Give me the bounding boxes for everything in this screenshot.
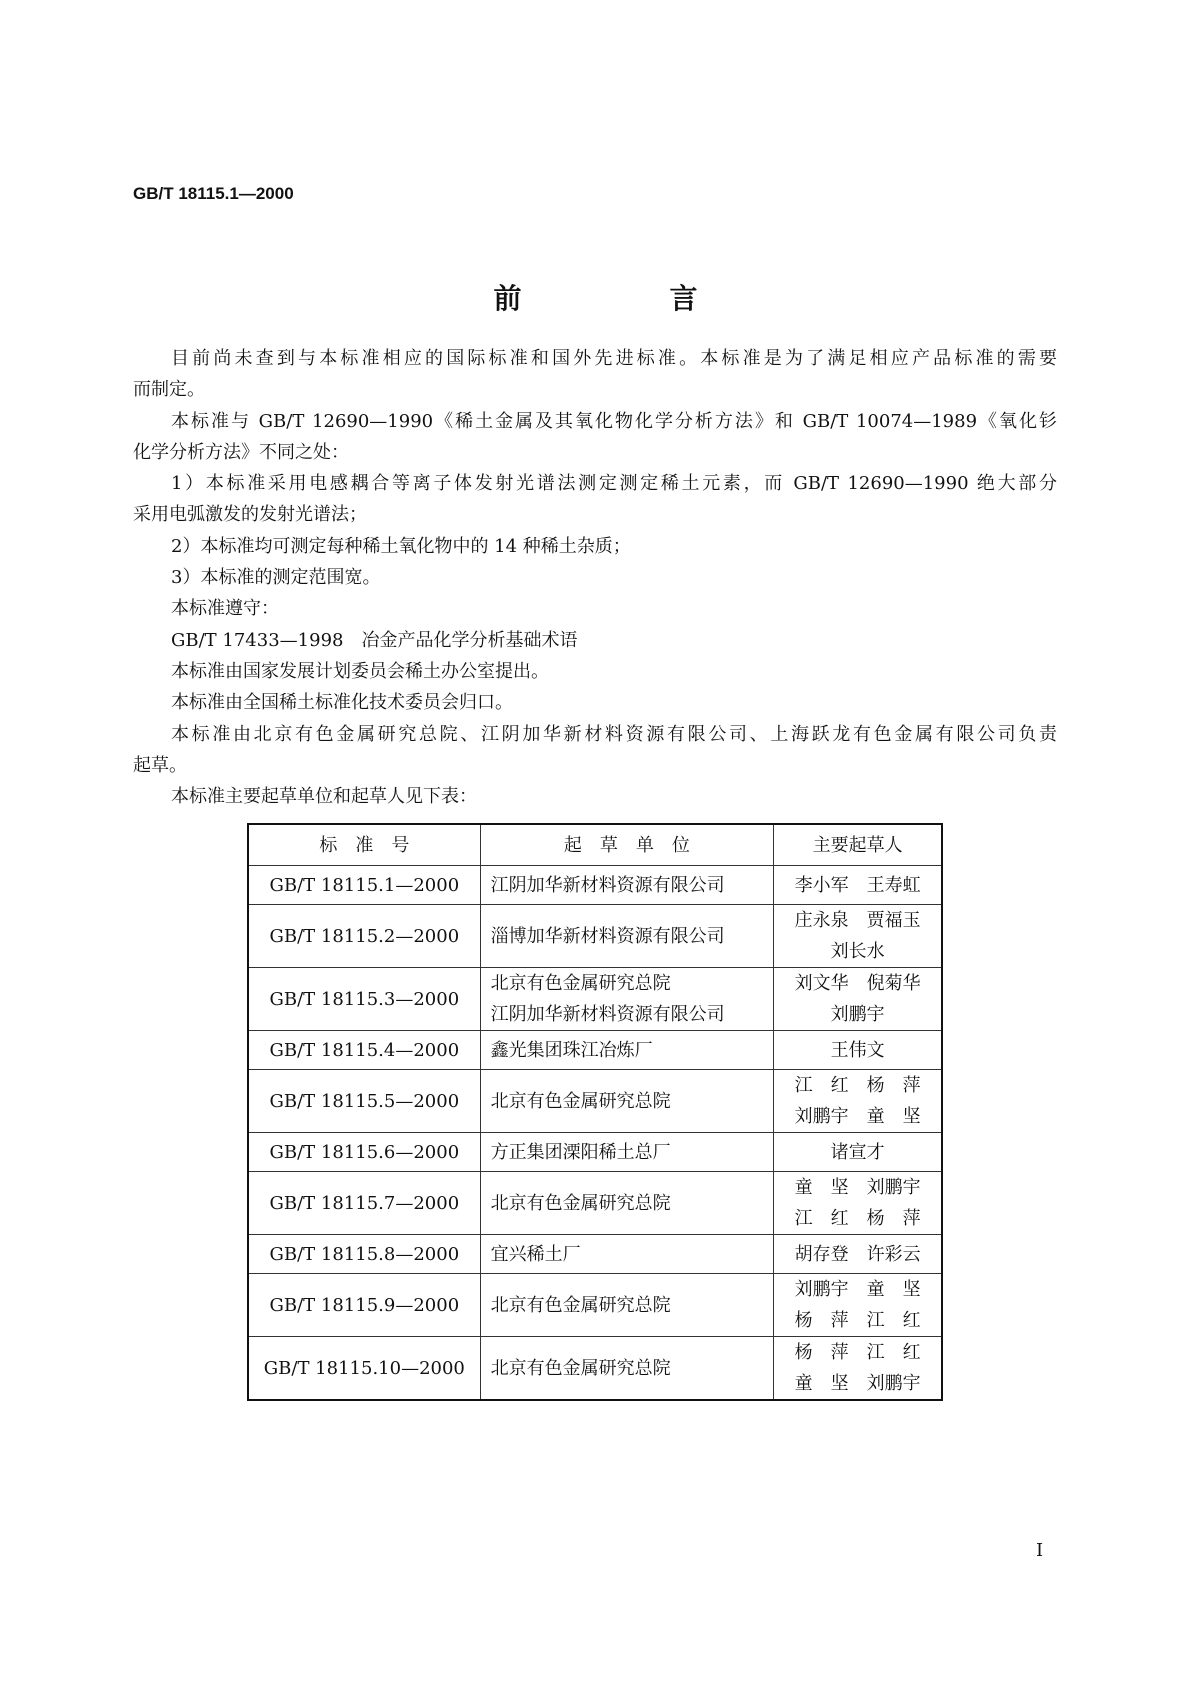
paragraph [133, 406, 1057, 469]
drafter-names-line: 江 红 杨 萍 [794, 1075, 921, 1096]
paragraph-line: 目前尚未查到与本标准相应的国际标准和国外先进标准。本标准是为了满足相应产品标准的需要 [171, 348, 1057, 369]
drafter-names-line: 诸宣才 [830, 1141, 885, 1163]
drafting-unit [480, 1172, 773, 1235]
standard-number: GB/T 18115.7—2000 [248, 1172, 480, 1235]
table-row [248, 1070, 942, 1133]
table-row [248, 1274, 942, 1337]
drafters [774, 1337, 942, 1401]
table-row [248, 866, 942, 905]
standard-number: GB/T 18115.5—2000 [248, 1070, 480, 1133]
drafting-unit [480, 968, 773, 1031]
standard-number: GB/T 18115.9—2000 [248, 1274, 480, 1337]
table-row [248, 1172, 942, 1235]
table-row [248, 1235, 942, 1274]
table-row [248, 1133, 942, 1172]
drafter-names-line: 王伟文 [830, 1039, 885, 1061]
drafters [774, 1031, 942, 1070]
paragraph [133, 656, 1057, 687]
header-drafting-unit: 起 草 单 位 [480, 824, 773, 866]
drafting-unit-line: 江阴加华新材料资源有限公司 [490, 1004, 725, 1025]
foreword-body [133, 343, 1057, 812]
drafters [774, 1133, 942, 1172]
table-row [248, 968, 942, 1031]
paragraph-line: 本标准与 GB/T 12690—1990《稀土金属及其氧化物化学分析方法》和 GB/T 10074—1989《氧化钐 [171, 410, 1057, 432]
drafting-unit-line: 淄博加华新材料资源有限公司 [490, 925, 725, 947]
standard-number: GB/T 18115.3—2000 [248, 968, 480, 1031]
standard-number: GB/T 18115.8—2000 [248, 1235, 480, 1274]
page-number: I [1036, 1540, 1044, 1561]
paragraph-line: 而制定。 [133, 379, 205, 401]
paragraph-line: 3）本标准的测定范围宽。 [171, 567, 381, 589]
standard-number: GB/T 18115.6—2000 [248, 1133, 480, 1172]
paragraph-line: 本标准由国家发展计划委员会稀土办公室提出。 [171, 660, 549, 682]
paragraph [133, 625, 1057, 656]
drafter-names-line: 童 坚 刘鹏宇 [794, 1373, 921, 1394]
paragraph [133, 687, 1057, 718]
drafters [774, 968, 942, 1031]
paragraph [133, 531, 1057, 562]
drafting-unit [480, 1274, 773, 1337]
table-row [248, 905, 942, 968]
drafter-names-line: 刘长水 [830, 941, 885, 962]
drafting-unit-line: 江阴加华新材料资源有限公司 [490, 874, 725, 896]
drafters-table [247, 823, 943, 1401]
paragraph-line: 本标准由北京有色金属研究总院、江阴加华新材料资源有限公司、上海跃龙有色金属有限公司负责 [171, 723, 1057, 745]
drafting-unit-line: 北京有色金属研究总院 [490, 973, 671, 994]
page-title: 前 言 [493, 282, 758, 315]
standard-number: GB/T 18115.10—2000 [248, 1337, 480, 1401]
drafter-names-line: 李小军 王寿虹 [794, 874, 921, 896]
paragraph-line: GB/T 17433—1998 冶金产品化学分析基础术语 [171, 629, 578, 651]
drafter-names-line: 庄永泉 贾福玉 [794, 910, 921, 931]
drafting-unit-line: 方正集团溧阳稀土总厂 [490, 1141, 671, 1163]
paragraph-line: 采用电弧激发的发射光谱法； [133, 504, 367, 526]
drafting-unit-line: 北京有色金属研究总院 [490, 1294, 671, 1316]
table-row [248, 1031, 942, 1070]
drafters [774, 866, 942, 905]
header-drafters: 主要起草人 [774, 824, 942, 866]
drafters [774, 1235, 942, 1274]
header-standard-no: 标 准 号 [248, 824, 480, 866]
drafter-names-line: 杨 萍 江 红 [794, 1310, 921, 1331]
paragraph-line: 1）本标准采用电感耦合等离子体发射光谱法测定测定稀土元素，而 GB/T 12690—1990 绝大部分 [171, 473, 1057, 495]
paragraph-line: 化学分析方法》不同之处： [133, 441, 349, 463]
paragraph [133, 781, 1057, 812]
paragraph-line: 2）本标准均可测定每种稀土氧化物中的 14 种稀土杂质； [171, 535, 631, 557]
document-header-code: GB/T 18115.1—2000 [133, 184, 294, 203]
paragraph-line: 起草。 [133, 754, 187, 776]
drafting-unit [480, 866, 773, 905]
drafter-names-line: 童 坚 刘鹏宇 [794, 1177, 921, 1198]
drafting-unit [480, 1031, 773, 1070]
standard-number: GB/T 18115.2—2000 [248, 905, 480, 968]
drafters [774, 1172, 942, 1235]
standard-number: GB/T 18115.4—2000 [248, 1031, 480, 1070]
drafting-unit-line: 北京有色金属研究总院 [490, 1357, 671, 1379]
drafters [774, 905, 942, 968]
paragraph [133, 593, 1057, 624]
drafter-names-line: 杨 萍 江 红 [794, 1342, 921, 1363]
drafting-unit [480, 1337, 773, 1401]
drafting-unit [480, 905, 773, 968]
drafter-names-line: 刘文华 倪菊华 [794, 973, 921, 994]
drafting-unit-line: 北京有色金属研究总院 [490, 1192, 671, 1214]
drafting-unit [480, 1133, 773, 1172]
paragraph [133, 719, 1057, 782]
drafter-names-line: 刘鹏宇 [830, 1004, 885, 1025]
paragraph-line: 本标准由全国稀土标准化技术委员会归口。 [171, 692, 513, 714]
drafting-unit-line: 宜兴稀土厂 [490, 1243, 581, 1265]
paragraph-line: 本标准主要起草单位和起草人见下表： [171, 786, 477, 808]
paragraph [133, 562, 1057, 593]
drafter-names-line: 胡存登 许彩云 [794, 1243, 921, 1265]
table-header-row [248, 824, 942, 866]
table-row [248, 1337, 942, 1401]
drafting-unit [480, 1070, 773, 1133]
paragraph [133, 343, 1057, 406]
paragraph-line: 本标准遵守： [171, 598, 279, 620]
paragraph [133, 468, 1057, 531]
drafter-names-line: 刘鹏宇 童 坚 [794, 1279, 921, 1300]
drafting-unit [480, 1235, 773, 1274]
drafting-unit-line: 北京有色金属研究总院 [490, 1090, 671, 1112]
drafters [774, 1070, 942, 1133]
standard-number: GB/T 18115.1—2000 [248, 866, 480, 905]
drafter-names-line: 江 红 杨 萍 [794, 1208, 921, 1229]
drafter-names-line: 刘鹏宇 童 坚 [794, 1106, 921, 1127]
drafters [774, 1274, 942, 1337]
drafting-unit-line: 鑫光集团珠江冶炼厂 [490, 1039, 653, 1061]
